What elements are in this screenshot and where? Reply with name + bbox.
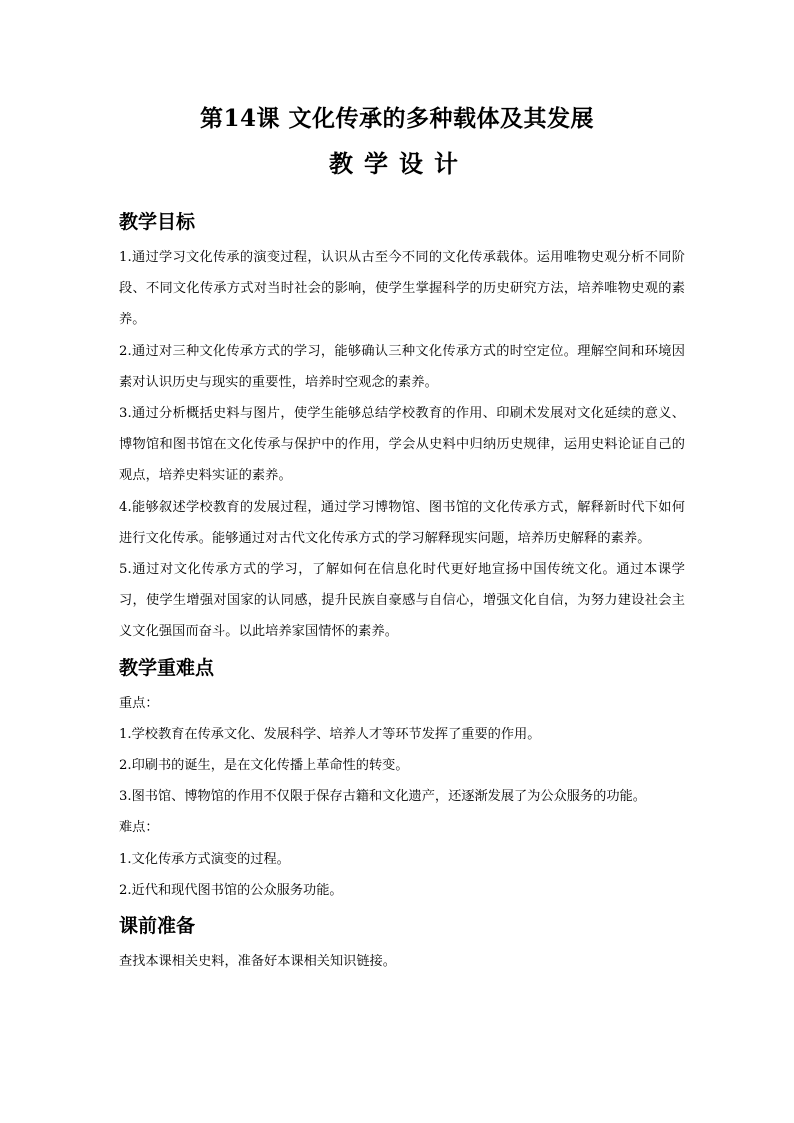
focus-item: 2.印刷书的诞生，是在文化传播上革命性的转变。 — [119, 758, 409, 774]
objective-item: 4.能够叙述学校教育的发展过程，通过学习博物馆、图书馆的文化传承方式，解释新时代下如何进行文化传承。能够通过对古代文化传承方式的学习解释现实问题，培养历史解释的素养。 — [119, 499, 685, 546]
difficulty-item: 1.文化传承方式演变的过程。 — [119, 851, 290, 867]
objective-item: 1.通过学习文化传承的演变过程，认识从古至今不同的文化传承载体。运用唯物史观分析不同阶段、不同文化传承方式对当时社会的影响，使学生掌握科学的历史研究方法，培养唯物史观的素养。 — [119, 250, 685, 328]
section-heading-key-points: 教学重难点 — [119, 656, 215, 679]
difficulty-label: 难点： — [119, 820, 159, 836]
objective-item: 5.通过对文化传承方式的学习，了解如何在信息化时代更好地宣扬中国传统文化。通过本课学习，使学生增强对国家的认同感，提升民族自豪感与自信心，增强文化自信，为努力建设社会主义文化强国而奋斗。以此培养家国情怀的素养。 — [119, 562, 685, 640]
document-title: 第14课 文化传承的多种载体及其发展 — [199, 105, 594, 132]
focus-label: 重点： — [119, 695, 159, 711]
objective-item: 2.通过对三种文化传承方式的学习，能够确认三种文化传承方式的时空定位。理解空间和环境因素对认识历史与现实的重要性，培养时空观念的素养。 — [119, 343, 685, 390]
difficulty-item: 2.近代和现代图书馆的公众服务功能。 — [119, 882, 343, 898]
objective-item: 3.通过分析概括史料与图片，使学生能够总结学校教育的作用、印刷术发展对文化延续的意义、博物馆和图书馆在文化传承与保护中的作用，学会从史料中归纳历史规律，运用史料论证自己的观点，培养史料实证的素养。 — [119, 406, 685, 484]
focus-item: 3.图书馆、博物馆的作用不仅限于保存古籍和文化遗产，还逐渐发展了为公众服务的功能。 — [119, 789, 646, 805]
section-heading-preparation: 课前准备 — [119, 914, 196, 937]
document-body — [119, 202, 685, 977]
preparation-text: 查找本课相关史料，准备好本课相关知识链接。 — [119, 953, 396, 969]
section-heading-objectives: 教学目标 — [119, 211, 196, 233]
focus-item: 1.学校教育在传承文化、发展科学、培养人才等环节发挥了重要的作用。 — [119, 726, 541, 742]
document-subtitle: 教学设计 — [329, 149, 469, 178]
